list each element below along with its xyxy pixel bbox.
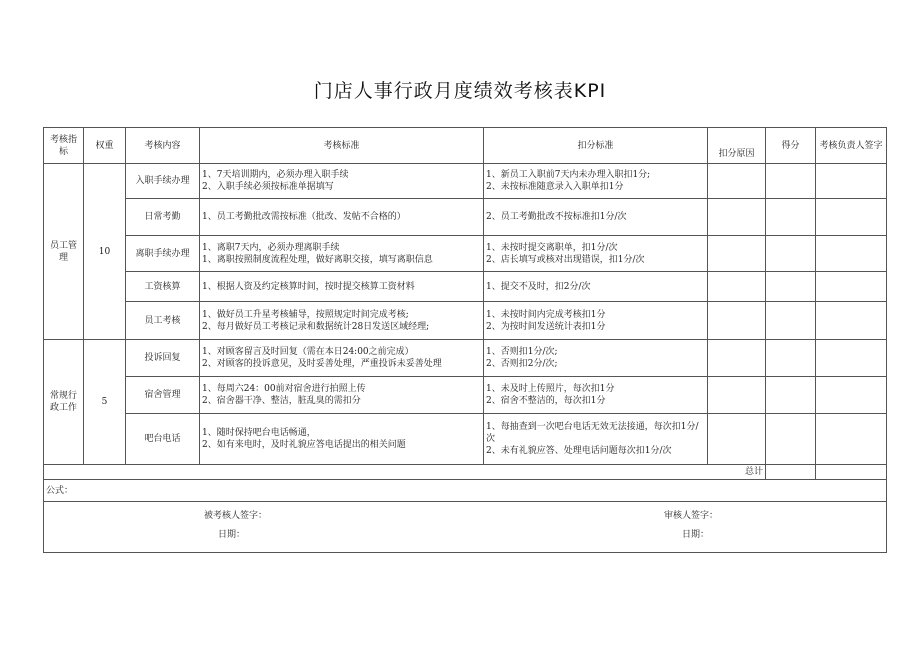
formula-label: 公式： xyxy=(44,480,887,502)
standard-cell: 1、对顾客留言及时回复（需在本日24:00之前完成） 2、对顾客的投诉意见，及时妥善处理，严重投诉未妥善处理 xyxy=(200,340,484,377)
assessed-date-label: 日期： xyxy=(218,530,246,540)
deduction-cell: 1、未按时间内完成考核扣1分 2、为按时间发送统计表扣1分 xyxy=(484,302,708,340)
table-row xyxy=(44,199,887,236)
standard-cell: 1、做好员工升星考核辅导，按照规定时间完成考核; 2、每月做好员工考核记录和数据统计28日发送区域经理; xyxy=(200,302,484,340)
content-cell: 工资核算 xyxy=(126,272,200,302)
table-row xyxy=(44,340,887,377)
deduction-cell: 1、提交不及时，扣2分/次 xyxy=(484,272,708,302)
assessed-signature-label: 被考核人签字： xyxy=(204,511,268,521)
header-content: 考核内容 xyxy=(126,128,200,164)
deduction-reason-input[interactable] xyxy=(708,272,766,302)
signer-input[interactable] xyxy=(816,199,887,236)
signer-input[interactable] xyxy=(816,164,887,199)
deduction-reason-input[interactable] xyxy=(708,302,766,340)
total-label: 总计 xyxy=(44,465,766,480)
standard-cell: 1、每周六24：00前对宿舍进行拍照上传 2、宿舍器干净、整洁，脏乱臭的需扣分 xyxy=(200,377,484,414)
deduction-reason-input[interactable] xyxy=(708,236,766,272)
signer-input[interactable] xyxy=(816,377,887,414)
header-score: 得分 xyxy=(766,128,816,164)
table-row xyxy=(44,272,887,302)
signature-row xyxy=(44,502,887,553)
deduction-cell: 1、未按时提交离职单，扣1分/次 2、店长填写或核对出现错误，扣1分/次 xyxy=(484,236,708,272)
table-row xyxy=(44,236,887,272)
header-weight: 权重 xyxy=(84,128,126,164)
standard-cell: 1、离职7天内，必须办理离职手续 1、离职按照制度流程处理，做好离职交接，填写离职信息 xyxy=(200,236,484,272)
score-input[interactable] xyxy=(766,164,816,199)
score-input[interactable] xyxy=(766,199,816,236)
total-row xyxy=(44,465,887,480)
reviewer-signature-label: 审核人签字： xyxy=(664,511,719,521)
content-cell: 投诉回复 xyxy=(126,340,200,377)
header-standard: 考核标准 xyxy=(200,128,484,164)
standard-cell: 1、根据人资及约定核算时间，按时提交核算工资材料 xyxy=(200,272,484,302)
signer-input[interactable] xyxy=(816,340,887,377)
header-deduction-reason: 扣分原因 xyxy=(708,128,766,164)
header-signer: 考核负责人签字 xyxy=(816,128,887,164)
header-row xyxy=(44,128,887,164)
standard-cell: 1、7天培训期内，必须办理入职手续 2、入职手续必须按标准单据填写 xyxy=(200,164,484,199)
deduction-reason-input[interactable] xyxy=(708,377,766,414)
deduction-reason-input[interactable] xyxy=(708,164,766,199)
deduction-cell: 1、未及时上传照片，每次扣1分 2、宿舍不整洁的，每次扣1分 xyxy=(484,377,708,414)
deduction-cell: 1、否则扣1分/次; 2、否则扣2分/次; xyxy=(484,340,708,377)
content-cell: 宿舍管理 xyxy=(126,377,200,414)
signer-input[interactable] xyxy=(816,302,887,340)
content-cell: 入职手续办理 xyxy=(126,164,200,199)
score-input[interactable] xyxy=(766,340,816,377)
table-row xyxy=(44,164,887,199)
deduction-cell: 1、每抽查到一次吧台电话无效无法接通，每次扣1分/次 2、未有礼貌应答、处理电话问题每次扣1分/次 xyxy=(484,414,708,465)
content-cell: 离职手续办理 xyxy=(126,236,200,272)
table-row xyxy=(44,414,887,465)
weight-cell: 5 xyxy=(84,340,126,465)
header-deduction-standard: 扣分标准 xyxy=(484,128,708,164)
indicator-cell: 常规行政工作 xyxy=(44,340,84,465)
weight-cell: 10 xyxy=(84,164,126,340)
score-input[interactable] xyxy=(766,236,816,272)
score-input[interactable] xyxy=(766,414,816,465)
score-input[interactable] xyxy=(766,272,816,302)
standard-cell: 1、员工考勤批改需按标准（批改、发帖不合格的） xyxy=(200,199,484,236)
deduction-reason-input[interactable] xyxy=(708,199,766,236)
table-row xyxy=(44,377,887,414)
content-cell: 员工考核 xyxy=(126,302,200,340)
total-signer-input[interactable] xyxy=(816,465,887,480)
signature-area xyxy=(44,502,887,553)
content-cell: 日常考勤 xyxy=(126,199,200,236)
indicator-cell: 员工管理 xyxy=(44,164,84,340)
formula-row xyxy=(44,480,887,502)
signer-input[interactable] xyxy=(816,236,887,272)
deduction-cell: 2、员工考勤批改不按标准扣1分/次 xyxy=(484,199,708,236)
table-row xyxy=(44,302,887,340)
deduction-reason-input[interactable] xyxy=(708,414,766,465)
standard-cell: 1、随时保持吧台电话畅通， 2、如有来电时，及时礼貌应答电话提出的相关问题 xyxy=(200,414,484,465)
reviewer-date-label: 日期： xyxy=(682,530,710,540)
signer-input[interactable] xyxy=(816,272,887,302)
signer-input[interactable] xyxy=(816,414,887,465)
content-cell: 吧台电话 xyxy=(126,414,200,465)
total-score-input[interactable] xyxy=(766,465,816,480)
deduction-reason-input[interactable] xyxy=(708,340,766,377)
page-title: 门店人事行政月度绩效考核表KPI xyxy=(313,80,607,102)
kpi-table xyxy=(43,127,887,553)
header-indicator: 考核指标 xyxy=(44,128,84,164)
score-input[interactable] xyxy=(766,377,816,414)
score-input[interactable] xyxy=(766,302,816,340)
deduction-cell: 1、新员工入职前7天内未办理入职扣1分; 2、未按标准随意录入入职单扣1分 xyxy=(484,164,708,199)
